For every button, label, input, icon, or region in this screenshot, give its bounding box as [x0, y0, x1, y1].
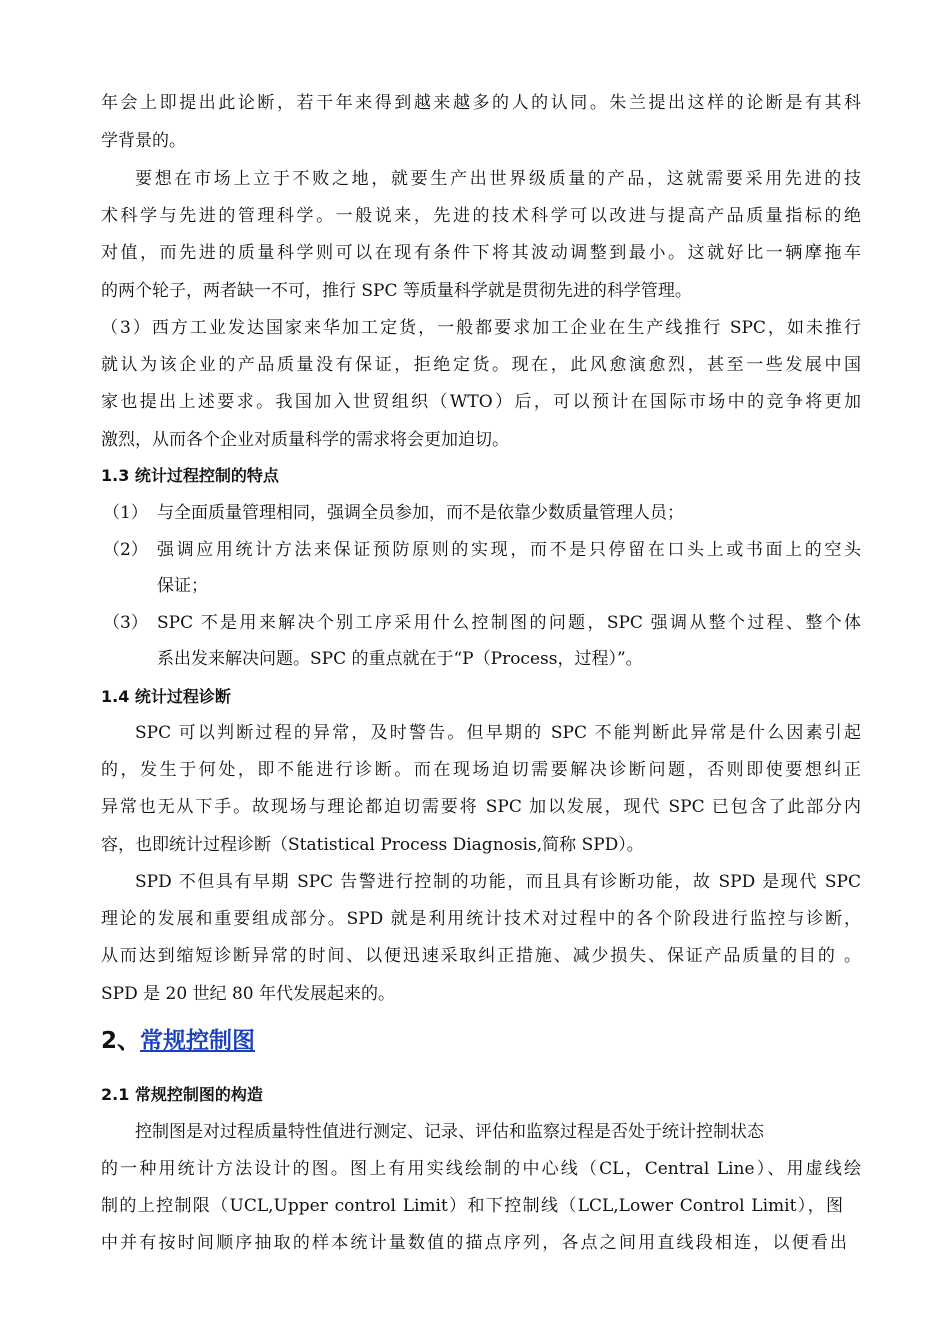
paragraph-line: （3）西方工业发达国家来华加工定货，一般都要求加工企业在生产线推行 SPC，如未推行	[101, 318, 861, 338]
list-item-text: 保证；	[157, 576, 208, 596]
paragraph-line: 异常也无从下手。故现场与理论都迫切需要将 SPC 加以发展，现代 SPC 已包含了此部分内	[101, 797, 861, 817]
paragraph-line: 激烈，从而各个企业对质量科学的需求将会更加迫切。	[101, 430, 509, 450]
paragraph-line: 控制图是对过程质量特性值进行测定、记录、评估和监察过程是否处于统计控制状态	[135, 1122, 764, 1142]
paragraph-line: 对值，而先进的质量科学则可以在现有条件下将其波动调整到最小。这就好比一辆摩拖车	[101, 243, 861, 263]
section-heading: 1.4 统计过程诊断	[101, 687, 231, 706]
paragraph-line: SPD 是 20 世纪 80 年代发展起来的。	[101, 984, 395, 1004]
chapter-number: 2、	[101, 1028, 141, 1054]
list-item-text: 强调应用统计方法来保证预防原则的实现，而不是只停留在口头上或书面上的空头	[157, 540, 861, 560]
paragraph-line: 就认为该企业的产品质量没有保证，拒绝定货。现在，此风愈演愈烈，甚至一些发展中国	[101, 355, 861, 375]
section-heading: 2.1 常规控制图的构造	[101, 1085, 263, 1104]
paragraph-line: 中并有按时间顺序抽取的样本统计量数值的描点序列，各点之间用直线段相连，以便看出	[101, 1233, 847, 1253]
paragraph-line: 要想在市场上立于不败之地，就要生产出世界级质量的产品，这就需要采用先进的技	[135, 169, 861, 189]
paragraph-line: 的两个轮子，两者缺一不可，推行 SPC 等质量科学就是贯彻先进的科学管理。	[101, 281, 692, 301]
list-item-text: 系出发来解决问题。SPC 的重点就在于“P（Process，过程）”。	[157, 649, 643, 669]
list-item-text: 与全面质量管理相同，强调全员参加，而不是依靠少数质量管理人员；	[157, 503, 684, 523]
paragraph-line: SPD 不但具有早期 SPC 告警进行控制的功能，而且具有诊断功能，故 SPD 是现代 SPC	[135, 872, 861, 892]
list-item-number: （3）	[103, 613, 148, 633]
chapter-title-link[interactable]: 常规控制图	[140, 1028, 256, 1054]
paragraph-line: 理论的发展和重要组成部分。SPD 就是利用统计技术对过程中的各个阶段进行监控与诊断，	[101, 909, 861, 929]
paragraph-line: 容，也即统计过程诊断（Statistical Process Diagnosis,简称 SPD）。	[101, 835, 644, 855]
paragraph-line: 制的上控制限（UCL,Upper control Limit）和下控制线（LCL,Lower Control Limit），图	[101, 1196, 843, 1216]
list-item-text: SPC 不是用来解决个别工序采用什么控制图的问题，SPC 强调从整个过程、整个体	[157, 613, 861, 633]
paragraph-line: 的一种用统计方法设计的图。图上有用实线绘制的中心线（CL，Central Line）、用虚线绘	[101, 1159, 861, 1179]
paragraph-line: SPC 可以判断过程的异常，及时警告。但早期的 SPC 不能判断此异常是什么因素引起	[135, 723, 861, 743]
paragraph-line: 术科学与先进的管理科学。一般说来，先进的技术科学可以改进与提高产品质量指标的绝	[101, 206, 861, 226]
section-heading: 1.3 统计过程控制的特点	[101, 466, 279, 485]
paragraph-line: 家也提出上述要求。我国加入世贸组织（WTO）后，可以预计在国际市场中的竞争将更加	[101, 392, 861, 412]
paragraph-line: 年会上即提出此论断，若干年来得到越来越多的人的认同。朱兰提出这样的论断是有其科	[101, 93, 861, 113]
chapter-heading	[101, 1026, 255, 1056]
list-item-number: （2）	[103, 540, 148, 560]
paragraph-line: 从而达到缩短诊断异常的时间、以便迅速采取纠正措施、减少损失、保证产品质量的目的 。	[101, 946, 861, 966]
list-item-number: （1）	[103, 503, 148, 523]
paragraph-line: 学背景的。	[101, 131, 186, 151]
paragraph-line: 的，发生于何处，即不能进行诊断。而在现场迫切需要解决诊断问题，否则即使要想纠正	[101, 760, 861, 780]
